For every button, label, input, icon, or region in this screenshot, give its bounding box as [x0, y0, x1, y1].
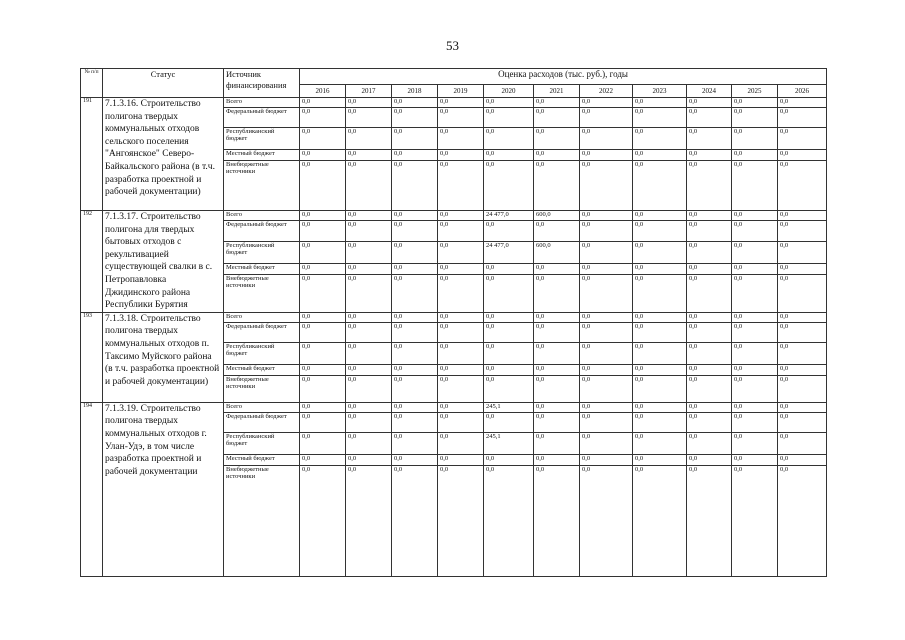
value-cell: 0,0: [392, 412, 438, 432]
table-header: [81, 69, 827, 98]
value-cell: 0,0: [534, 128, 580, 150]
value-cell: 0,0: [778, 465, 827, 576]
value-cell: 0,0: [392, 108, 438, 128]
table-row: [81, 402, 827, 412]
value-cell: 0,0: [633, 454, 687, 465]
value-cell: 0,0: [687, 454, 732, 465]
value-cell: 0,0: [687, 221, 732, 241]
value-cell: 0,0: [346, 128, 392, 150]
value-cell: 0,0: [438, 275, 484, 313]
value-cell: 24 477,0: [484, 241, 534, 263]
value-cell: 0,0: [732, 161, 778, 211]
value-cell: 0,0: [346, 375, 392, 402]
value-cell: 0,0: [392, 150, 438, 161]
value-cell: 0,0: [778, 342, 827, 364]
value-cell: 0,0: [534, 108, 580, 128]
value-cell: 0,0: [534, 161, 580, 211]
value-cell: 0,0: [687, 150, 732, 161]
value-cell: 0,0: [392, 465, 438, 576]
value-cell: 0,0: [346, 465, 392, 576]
value-cell: 0,0: [633, 465, 687, 576]
value-cell: 0,0: [687, 211, 732, 221]
value-cell: 0,0: [687, 275, 732, 313]
value-cell: 0,0: [687, 402, 732, 412]
value-cell: 0,0: [300, 402, 346, 412]
value-cell: 0,0: [346, 275, 392, 313]
value-cell: 0,0: [778, 454, 827, 465]
value-cell: 0,0: [392, 161, 438, 211]
value-cell: 0,0: [580, 402, 633, 412]
value-cell: 0,0: [633, 161, 687, 211]
value-cell: 0,0: [580, 263, 633, 274]
source-cell: Республиканский бюджет: [224, 241, 300, 263]
header-year: 2023: [633, 85, 687, 98]
value-cell: 0,0: [392, 454, 438, 465]
header-year: 2019: [438, 85, 484, 98]
table-body: [81, 98, 827, 577]
value-cell: 0,0: [392, 375, 438, 402]
value-cell: 0,0: [732, 402, 778, 412]
value-cell: 0,0: [484, 375, 534, 402]
value-cell: 0,0: [778, 221, 827, 241]
value-cell: 0,0: [300, 375, 346, 402]
page-number: 53: [446, 38, 459, 53]
value-cell: 0,0: [438, 150, 484, 161]
value-cell: 0,0: [534, 364, 580, 375]
value-cell: 0,0: [484, 98, 534, 108]
value-cell: 0,0: [633, 211, 687, 221]
status-cell: 7.1.3.18. Строительство полигона твердых коммунальных отходов п. Таксимо Муйского района (в т.ч. разработка проектной и рабочей документации): [103, 312, 224, 402]
value-cell: 245,1: [484, 432, 534, 454]
value-cell: 0,0: [300, 98, 346, 108]
value-cell: 0,0: [580, 454, 633, 465]
value-cell: 0,0: [300, 312, 346, 322]
value-cell: 0,0: [687, 364, 732, 375]
value-cell: 0,0: [484, 312, 534, 322]
source-cell: Всего: [224, 98, 300, 108]
value-cell: 0,0: [778, 275, 827, 313]
value-cell: 0,0: [633, 221, 687, 241]
header-year: 2016: [300, 85, 346, 98]
value-cell: 0,0: [778, 364, 827, 375]
value-cell: 0,0: [580, 241, 633, 263]
source-cell: Всего: [224, 211, 300, 221]
value-cell: 0,0: [392, 342, 438, 364]
header-year: 2018: [392, 85, 438, 98]
source-cell: Федеральный бюджет: [224, 322, 300, 342]
value-cell: 0,0: [687, 98, 732, 108]
value-cell: 0,0: [438, 241, 484, 263]
value-cell: 0,0: [732, 322, 778, 342]
value-cell: 0,0: [534, 342, 580, 364]
source-cell: Республиканский бюджет: [224, 432, 300, 454]
value-cell: 0,0: [300, 412, 346, 432]
value-cell: 0,0: [534, 412, 580, 432]
value-cell: 0,0: [534, 402, 580, 412]
value-cell: 0,0: [778, 322, 827, 342]
value-cell: 0,0: [300, 432, 346, 454]
value-cell: 0,0: [732, 128, 778, 150]
value-cell: 0,0: [732, 412, 778, 432]
table-row: [81, 98, 827, 108]
value-cell: 0,0: [484, 342, 534, 364]
value-cell: 0,0: [346, 454, 392, 465]
value-cell: 0,0: [633, 275, 687, 313]
value-cell: 0,0: [438, 98, 484, 108]
source-cell: Внебюджетные источники: [224, 375, 300, 402]
value-cell: 0,0: [438, 465, 484, 576]
header-year: 2026: [778, 85, 827, 98]
value-cell: 0,0: [346, 432, 392, 454]
value-cell: 0,0: [438, 454, 484, 465]
value-cell: 0,0: [534, 322, 580, 342]
value-cell: 0,0: [392, 98, 438, 108]
value-cell: 0,0: [346, 263, 392, 274]
value-cell: 0,0: [778, 98, 827, 108]
value-cell: 0,0: [687, 432, 732, 454]
value-cell: 245,1: [484, 402, 534, 412]
row-number: 193: [81, 312, 103, 402]
value-cell: 0,0: [580, 161, 633, 211]
value-cell: 0,0: [633, 375, 687, 402]
value-cell: 0,0: [346, 312, 392, 322]
header-year: 2017: [346, 85, 392, 98]
value-cell: 0,0: [732, 263, 778, 274]
value-cell: 0,0: [534, 312, 580, 322]
value-cell: 0,0: [732, 275, 778, 313]
value-cell: 0,0: [778, 375, 827, 402]
value-cell: 0,0: [438, 221, 484, 241]
value-cell: 0,0: [438, 263, 484, 274]
value-cell: 0,0: [580, 221, 633, 241]
value-cell: 0,0: [580, 128, 633, 150]
value-cell: 0,0: [438, 412, 484, 432]
value-cell: 0,0: [778, 150, 827, 161]
value-cell: 0,0: [346, 150, 392, 161]
value-cell: 0,0: [392, 432, 438, 454]
value-cell: 0,0: [687, 322, 732, 342]
source-cell: Местный бюджет: [224, 364, 300, 375]
row-number: 191: [81, 98, 103, 211]
value-cell: 0,0: [778, 412, 827, 432]
value-cell: 0,0: [687, 161, 732, 211]
budget-table: [80, 68, 827, 577]
value-cell: 0,0: [633, 98, 687, 108]
value-cell: 0,0: [732, 364, 778, 375]
source-cell: Внебюджетные источники: [224, 275, 300, 313]
value-cell: 0,0: [732, 342, 778, 364]
source-cell: Федеральный бюджет: [224, 108, 300, 128]
source-cell: Местный бюджет: [224, 150, 300, 161]
value-cell: 0,0: [580, 432, 633, 454]
value-cell: 0,0: [438, 402, 484, 412]
value-cell: 0,0: [346, 402, 392, 412]
value-cell: 0,0: [484, 322, 534, 342]
value-cell: 0,0: [778, 402, 827, 412]
value-cell: 0,0: [687, 108, 732, 128]
value-cell: 0,0: [687, 312, 732, 322]
value-cell: 0,0: [300, 364, 346, 375]
source-cell: Местный бюджет: [224, 454, 300, 465]
value-cell: 0,0: [438, 211, 484, 221]
value-cell: 0,0: [346, 211, 392, 221]
header-source: Источник финансирования: [224, 69, 300, 98]
value-cell: 0,0: [778, 108, 827, 128]
value-cell: 0,0: [438, 322, 484, 342]
value-cell: 0,0: [484, 454, 534, 465]
value-cell: 0,0: [484, 275, 534, 313]
status-cell: 7.1.3.19. Строительство полигона твердых коммунальных отходов г. Улан-Удэ, в том числе разработка проектной и рабочей документации: [103, 402, 224, 576]
header-estimate: Оценка расходов (тыс. руб.), годы: [300, 69, 827, 85]
value-cell: 0,0: [346, 108, 392, 128]
value-cell: 0,0: [300, 454, 346, 465]
value-cell: 0,0: [580, 412, 633, 432]
value-cell: 0,0: [300, 161, 346, 211]
value-cell: 0,0: [300, 465, 346, 576]
value-cell: 0,0: [687, 375, 732, 402]
value-cell: 0,0: [484, 150, 534, 161]
value-cell: 0,0: [300, 150, 346, 161]
value-cell: 0,0: [732, 432, 778, 454]
value-cell: 0,0: [300, 221, 346, 241]
row-number: 192: [81, 211, 103, 313]
value-cell: 0,0: [633, 412, 687, 432]
status-cell: 7.1.3.17. Строительство полигона для твердых бытовых отходов с рекультивацией существующей свалки в с. Петропавловка Джидинского района Республики Бурятия: [103, 211, 224, 313]
value-cell: 0,0: [484, 364, 534, 375]
value-cell: 0,0: [633, 108, 687, 128]
value-cell: 0,0: [633, 241, 687, 263]
value-cell: 0,0: [778, 211, 827, 221]
value-cell: 0,0: [534, 465, 580, 576]
value-cell: 0,0: [633, 342, 687, 364]
value-cell: 0,0: [392, 211, 438, 221]
status-cell: 7.1.3.16. Строительство полигона твердых коммунальных отходов сельского поселения "Ангоянское" Северо-Байкальского района (в т.ч. разработка проектной и рабочей документации): [103, 98, 224, 211]
value-cell: 0,0: [778, 128, 827, 150]
value-cell: 0,0: [580, 108, 633, 128]
value-cell: 0,0: [687, 412, 732, 432]
value-cell: 0,0: [732, 465, 778, 576]
value-cell: 0,0: [778, 161, 827, 211]
value-cell: 0,0: [580, 465, 633, 576]
value-cell: 0,0: [732, 375, 778, 402]
source-cell: Внебюджетные источники: [224, 161, 300, 211]
value-cell: 0,0: [732, 98, 778, 108]
source-cell: Республиканский бюджет: [224, 128, 300, 150]
value-cell: 0,0: [732, 150, 778, 161]
value-cell: 0,0: [346, 161, 392, 211]
value-cell: 0,0: [778, 263, 827, 274]
source-cell: Местный бюджет: [224, 263, 300, 274]
value-cell: 0,0: [438, 375, 484, 402]
value-cell: 0,0: [346, 342, 392, 364]
value-cell: 0,0: [392, 402, 438, 412]
value-cell: 0,0: [633, 150, 687, 161]
value-cell: 0,0: [346, 412, 392, 432]
value-cell: 0,0: [687, 465, 732, 576]
value-cell: 0,0: [633, 263, 687, 274]
value-cell: 0,0: [778, 312, 827, 322]
value-cell: 0,0: [687, 241, 732, 263]
source-cell: Всего: [224, 402, 300, 412]
value-cell: 0,0: [534, 375, 580, 402]
value-cell: 0,0: [732, 312, 778, 322]
value-cell: 0,0: [392, 322, 438, 342]
value-cell: 0,0: [300, 322, 346, 342]
value-cell: 0,0: [633, 402, 687, 412]
value-cell: 0,0: [392, 221, 438, 241]
value-cell: 0,0: [300, 241, 346, 263]
header-year: 2025: [732, 85, 778, 98]
value-cell: 0,0: [484, 108, 534, 128]
value-cell: 0,0: [438, 432, 484, 454]
row-number: 194: [81, 402, 103, 576]
value-cell: 0,0: [438, 364, 484, 375]
value-cell: 0,0: [346, 241, 392, 263]
value-cell: 0,0: [580, 211, 633, 221]
value-cell: 0,0: [732, 211, 778, 221]
value-cell: 0,0: [300, 211, 346, 221]
value-cell: 0,0: [484, 128, 534, 150]
value-cell: 0,0: [346, 221, 392, 241]
source-cell: Республиканский бюджет: [224, 342, 300, 364]
value-cell: 0,0: [580, 342, 633, 364]
value-cell: 0,0: [392, 275, 438, 313]
value-cell: 0,0: [534, 221, 580, 241]
value-cell: 0,0: [534, 432, 580, 454]
table-row: [81, 312, 827, 322]
value-cell: 0,0: [534, 98, 580, 108]
value-cell: 0,0: [392, 241, 438, 263]
value-cell: 0,0: [633, 312, 687, 322]
value-cell: 0,0: [687, 342, 732, 364]
value-cell: 0,0: [392, 128, 438, 150]
value-cell: 0,0: [633, 322, 687, 342]
value-cell: 0,0: [300, 263, 346, 274]
source-cell: Внебюджетные источники: [224, 465, 300, 576]
value-cell: 0,0: [732, 454, 778, 465]
value-cell: 0,0: [346, 98, 392, 108]
value-cell: 0,0: [732, 108, 778, 128]
value-cell: 600,0: [534, 211, 580, 221]
value-cell: 0,0: [580, 98, 633, 108]
value-cell: 0,0: [534, 150, 580, 161]
header-status: Статус: [103, 69, 224, 98]
value-cell: 0,0: [687, 263, 732, 274]
source-cell: Всего: [224, 312, 300, 322]
header-num: № п/п: [81, 69, 103, 98]
value-cell: 0,0: [484, 412, 534, 432]
value-cell: 0,0: [580, 275, 633, 313]
value-cell: 0,0: [484, 465, 534, 576]
header-year: 2020: [484, 85, 534, 98]
value-cell: 0,0: [580, 322, 633, 342]
value-cell: 0,0: [484, 221, 534, 241]
value-cell: 0,0: [580, 375, 633, 402]
value-cell: 0,0: [438, 128, 484, 150]
value-cell: 0,0: [438, 161, 484, 211]
value-cell: 0,0: [534, 454, 580, 465]
value-cell: 0,0: [778, 432, 827, 454]
value-cell: 0,0: [687, 128, 732, 150]
value-cell: 0,0: [484, 161, 534, 211]
value-cell: 0,0: [346, 322, 392, 342]
value-cell: 0,0: [580, 150, 633, 161]
value-cell: 0,0: [438, 108, 484, 128]
source-cell: Федеральный бюджет: [224, 412, 300, 432]
value-cell: 0,0: [300, 128, 346, 150]
value-cell: 0,0: [534, 275, 580, 313]
value-cell: 0,0: [778, 241, 827, 263]
value-cell: 0,0: [732, 221, 778, 241]
header-year: 2024: [687, 85, 732, 98]
value-cell: 0,0: [534, 263, 580, 274]
value-cell: 0,0: [300, 108, 346, 128]
value-cell: 0,0: [346, 364, 392, 375]
header-year: 2022: [580, 85, 633, 98]
value-cell: 0,0: [580, 312, 633, 322]
value-cell: 0,0: [580, 364, 633, 375]
value-cell: 0,0: [392, 364, 438, 375]
value-cell: 0,0: [633, 432, 687, 454]
value-cell: 0,0: [392, 312, 438, 322]
value-cell: 0,0: [300, 342, 346, 364]
value-cell: 0,0: [633, 364, 687, 375]
value-cell: 0,0: [484, 263, 534, 274]
value-cell: 0,0: [300, 275, 346, 313]
value-cell: 0,0: [438, 342, 484, 364]
value-cell: 0,0: [732, 241, 778, 263]
table-row: [81, 211, 827, 221]
value-cell: 0,0: [392, 263, 438, 274]
value-cell: 0,0: [438, 312, 484, 322]
value-cell: 0,0: [633, 128, 687, 150]
value-cell: 600,0: [534, 241, 580, 263]
header-year: 2021: [534, 85, 580, 98]
source-cell: Федеральный бюджет: [224, 221, 300, 241]
value-cell: 24 477,0: [484, 211, 534, 221]
